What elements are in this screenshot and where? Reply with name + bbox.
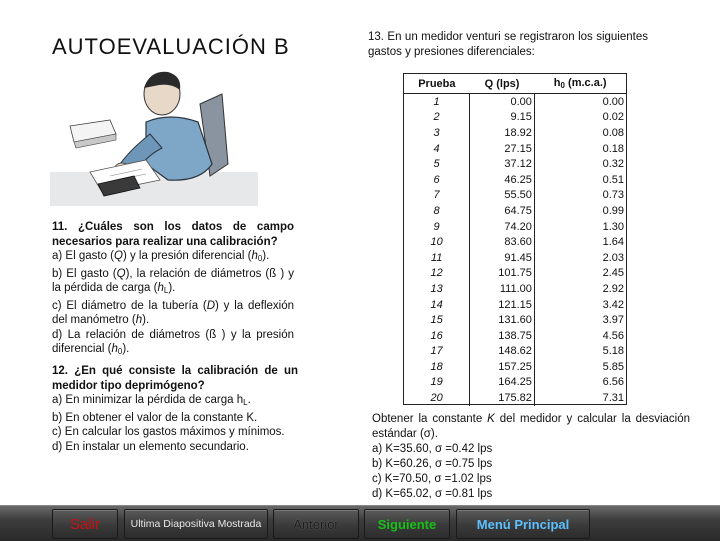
question-12-text: 12. ¿En qué consiste la calibración de un medidor tipo deprimógeno? xyxy=(52,365,298,392)
question-13-option-a: a) K=35.60, σ =0.42 lps xyxy=(372,443,493,455)
h0-cell: 3.97 xyxy=(602,314,624,327)
h0-cell: 0.32 xyxy=(602,158,624,171)
q-cell: 9.15 xyxy=(470,110,535,126)
last-viewed-slide-button[interactable]: Ultima Diapositiva Mostrada xyxy=(124,509,268,539)
table-row xyxy=(404,110,626,126)
question-11-option-c: c) El diámetro de la tubería (D) y la deflexión del manómetro (h). xyxy=(52,299,294,326)
question-13-option-d: d) K=65.02, σ =0.81 lps xyxy=(372,488,493,500)
question-12-option-d: d) En instalar un elemento secundario. xyxy=(52,440,249,453)
table-row xyxy=(404,297,626,313)
h0-cell: 7.31 xyxy=(602,392,624,405)
h0-cell: 0.51 xyxy=(602,173,624,186)
table-row xyxy=(404,390,626,406)
salir-button[interactable]: Salir xyxy=(52,509,118,539)
table-row xyxy=(404,141,626,157)
q-cell: 175.82 xyxy=(470,390,535,406)
prueba-cell: 15 xyxy=(430,314,443,327)
table-row xyxy=(404,203,626,219)
prueba-cell: 5 xyxy=(433,158,440,171)
prueba-cell: 14 xyxy=(430,298,443,311)
prueba-cell: 19 xyxy=(430,376,443,389)
prueba-cell: 10 xyxy=(430,236,443,249)
question-11-option-a: a) El gasto (Q) y la presión diferencial $(h_0)$. xyxy=(52,250,270,263)
q-cell: 101.75 xyxy=(470,266,535,282)
prueba-cell: 12 xyxy=(430,267,443,280)
h0-cell: 2.92 xyxy=(602,282,624,295)
q-cell: 0.00 xyxy=(470,94,535,110)
table-row xyxy=(404,219,626,235)
question-13-option-c: c) K=70.50, σ =1.02 lps xyxy=(372,473,492,485)
q-cell: 111.00 xyxy=(470,281,535,297)
prueba-cell: 7 xyxy=(433,189,440,202)
h0-cell: 2.03 xyxy=(602,251,624,264)
question-12 xyxy=(52,364,298,454)
h0-cell: 3.42 xyxy=(602,298,624,311)
question-13-answers xyxy=(372,412,690,502)
q-cell: 18.92 xyxy=(470,125,535,141)
question-13-text: 13. En un medidor venturi se registraron los siguientes gastos y presiones diferenciales: xyxy=(368,31,648,58)
q-cell: 131.60 xyxy=(470,312,535,328)
q-cell: 64.75 xyxy=(470,203,535,219)
prueba-cell: 8 xyxy=(433,204,440,217)
h0-cell: 1.64 xyxy=(602,236,624,249)
question-12-option-a: a) En minimizar la pérdida de carga $h_L$. xyxy=(52,394,251,407)
person-writing-illustration xyxy=(50,64,258,206)
table-row xyxy=(404,328,626,344)
question-11-option-d: d) La relación de diámetros (ß ) y la presión diferencial $(h_0)$. xyxy=(52,328,294,356)
table-row xyxy=(404,344,626,360)
previous-button[interactable]: Anterior xyxy=(273,509,359,539)
table-row xyxy=(404,125,626,141)
table-row xyxy=(404,172,626,188)
prueba-cell: 17 xyxy=(430,345,443,358)
h0-cell: 5.18 xyxy=(602,345,624,358)
question-12-option-b: b) En obtener el valor de la constante K. xyxy=(52,411,258,424)
table-body xyxy=(404,94,626,406)
table-row xyxy=(404,312,626,328)
prueba-cell: 18 xyxy=(430,360,443,373)
question-11 xyxy=(52,220,294,360)
table-header-prueba: Prueba xyxy=(404,74,470,94)
h0-cell: 4.56 xyxy=(602,329,624,342)
table-row xyxy=(404,188,626,204)
q-cell: 46.25 xyxy=(470,172,535,188)
question-11-text: 11. ¿Cuáles son los datos de campo necesarios para realizar una calibración? xyxy=(52,221,294,248)
table-row xyxy=(404,156,626,172)
prueba-cell: 1 xyxy=(433,95,440,108)
prueba-cell: 6 xyxy=(433,173,440,186)
prueba-cell: 13 xyxy=(430,282,443,295)
prueba-cell: 4 xyxy=(433,142,440,155)
main-menu-button[interactable]: Menú Principal xyxy=(456,509,590,539)
h0-cell: 2.45 xyxy=(602,267,624,280)
prueba-cell: 20 xyxy=(430,392,443,405)
q-cell: 157.25 xyxy=(470,359,535,375)
prueba-cell: 11 xyxy=(430,251,443,264)
prueba-cell: 2 xyxy=(433,111,440,124)
q-cell: 138.75 xyxy=(470,328,535,344)
h0-cell: 0.18 xyxy=(602,142,624,155)
h0-cell: 0.00 xyxy=(602,95,624,108)
h0-cell: 6.56 xyxy=(602,376,624,389)
q-cell: 83.60 xyxy=(470,234,535,250)
table-row xyxy=(404,234,626,250)
navigation-bar xyxy=(0,505,720,541)
h0-cell: 5.85 xyxy=(602,360,624,373)
question-11-option-b: b) El gasto (Q), la relación de diámetros (ß ) y la pérdida de carga $(h_L)$. xyxy=(52,267,294,295)
prueba-cell: 3 xyxy=(433,126,440,139)
table-row xyxy=(404,359,626,375)
table-header-q: Q (lps) xyxy=(470,74,535,94)
table-row xyxy=(404,250,626,266)
h0-cell: 0.02 xyxy=(602,111,624,124)
page-title: AUTOEVALUACIÓN B xyxy=(52,34,290,59)
question-12-option-c: c) En calcular los gastos máximos y mínimos. xyxy=(52,426,285,438)
table-row xyxy=(404,94,626,110)
prueba-cell: 16 xyxy=(430,329,443,342)
table-row xyxy=(404,375,626,391)
h0-cell: 1.30 xyxy=(602,220,624,233)
next-button[interactable]: Siguiente xyxy=(364,509,450,539)
q-cell: 148.62 xyxy=(470,344,535,360)
q-cell: 164.25 xyxy=(470,375,535,391)
question-13-instruction: Obtener la constante K del medidor y calcular la desviación estándar (σ). xyxy=(372,413,690,440)
q-cell: 74.20 xyxy=(470,219,535,235)
table-row xyxy=(404,281,626,297)
q-cell: 121.15 xyxy=(470,297,535,313)
q-cell: 55.50 xyxy=(470,188,535,204)
q-cell: 27.15 xyxy=(470,141,535,157)
prueba-cell: 9 xyxy=(433,220,440,233)
table-header-h0: $h_0$ (m.c.a.) xyxy=(534,74,626,94)
h0-cell: 0.73 xyxy=(602,189,624,202)
table-row xyxy=(404,266,626,282)
venturi-data-table xyxy=(403,73,627,405)
question-13-option-b: b) K=60.26, σ =0.75 lps xyxy=(372,458,493,470)
h0-cell: 0.08 xyxy=(602,126,624,139)
q-cell: 91.45 xyxy=(470,250,535,266)
h0-cell: 0.99 xyxy=(602,204,624,217)
q-cell: 37.12 xyxy=(470,156,535,172)
